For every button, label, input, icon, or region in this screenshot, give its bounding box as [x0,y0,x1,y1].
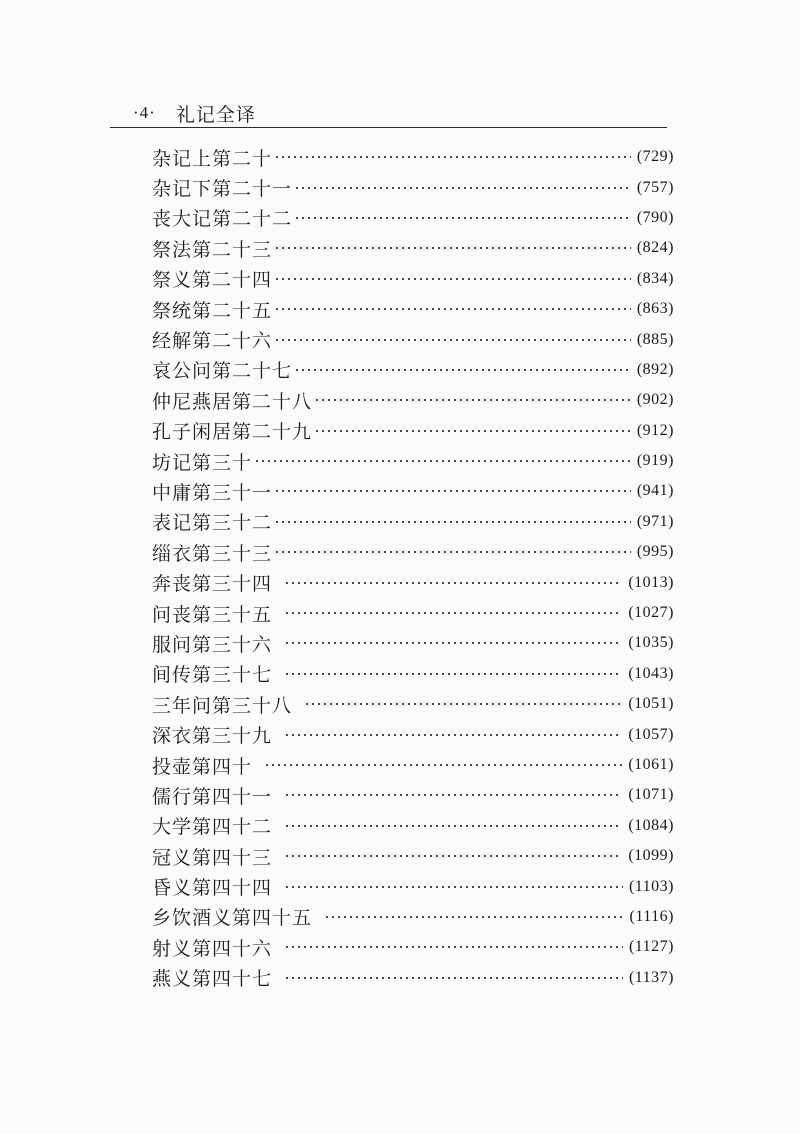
dot-leader [274,153,631,161]
dot-leader [284,609,622,617]
chapter-title: 经解第二十六 [152,330,273,353]
toc-entry [152,264,674,294]
toc-entry [152,780,674,810]
chapter-title: 祭法第二十三 [152,238,273,261]
chapter-title: 祭义第二十四 [152,269,273,292]
page-reference: (834) [636,269,674,287]
toc-entry [152,750,674,780]
page-reference: (912) [636,421,674,439]
dot-leader [304,700,622,708]
chapter-title: 乡饮酒义第四十五 [152,907,313,930]
page-reference: (824) [636,239,674,257]
toc-entry [152,416,674,446]
page-reference: (995) [636,543,674,561]
toc-entry [152,628,674,658]
dot-leader [274,548,631,556]
dot-leader [254,457,631,465]
dot-leader [294,214,631,222]
toc-entry [152,811,674,841]
page-reference: (1035) [628,634,674,652]
toc-entry [152,963,674,993]
chapter-title: 丧大记第二十二 [152,208,293,231]
dot-leader [274,244,631,252]
toc-entry [152,172,674,202]
dot-leader [284,670,622,678]
header-rule [110,127,667,128]
toc-entry [152,476,674,506]
dot-leader [294,184,631,192]
dot-leader [314,396,631,404]
chapter-title: 杂记下第二十一 [152,178,293,201]
toc-entry [152,567,674,597]
dot-leader [284,883,623,891]
dot-leader [284,974,623,982]
page-reference: (757) [636,178,674,196]
toc-entry [152,932,674,962]
chapter-title: 深衣第三十九 [152,725,273,748]
dot-leader [274,336,631,344]
page-reference: (941) [636,482,674,500]
running-header [133,100,256,126]
toc-entry [152,598,674,628]
dot-leader [274,487,631,495]
toc-entry [152,689,674,719]
table-of-contents [152,142,674,993]
page-reference: (1027) [628,604,674,622]
toc-entry [152,233,674,263]
toc-entry [152,507,674,537]
dot-leader [274,518,631,526]
dot-leader [264,761,622,769]
page-reference: (919) [636,452,674,470]
chapter-title: 服问第三十六 [152,633,273,656]
chapter-title: 表记第三十二 [152,512,273,535]
dot-leader [284,579,622,587]
dot-leader [324,913,624,921]
dot-leader [284,731,622,739]
toc-entry [152,203,674,233]
page-reference: (1127) [628,938,674,956]
chapter-title: 大学第四十二 [152,816,273,839]
chapter-title: 哀公问第二十七 [152,360,293,383]
toc-entry [152,719,674,749]
chapter-title: 缁衣第三十三 [152,542,273,565]
page-number: ·4· [133,103,156,122]
dot-leader [274,305,631,313]
page-reference: (1137) [628,968,674,986]
toc-entry [152,537,674,567]
toc-entry [152,142,674,172]
chapter-title: 射义第四十六 [152,937,273,960]
chapter-title: 问丧第三十五 [152,603,273,626]
page-reference: (863) [636,300,674,318]
dot-leader [284,639,622,647]
page-reference: (1084) [628,816,674,834]
toc-entry [152,446,674,476]
chapter-title: 儒行第四十一 [152,785,273,808]
chapter-title: 祭统第二十五 [152,299,273,322]
chapter-title: 孔子闲居第二十九 [152,421,313,444]
page-reference: (885) [636,330,674,348]
toc-entry [152,324,674,354]
page-reference: (729) [636,148,674,166]
page-reference: (1013) [628,573,674,591]
toc-entry [152,841,674,871]
chapter-title: 仲尼燕居第二十八 [152,390,313,413]
page-reference: (1057) [628,725,674,743]
page-reference: (892) [636,360,674,378]
dot-leader [274,275,631,283]
page-reference: (1051) [628,695,674,713]
dot-leader [284,822,622,830]
page-reference: (902) [636,391,674,409]
chapter-title: 奔丧第三十四 [152,573,273,596]
dot-leader [284,943,623,951]
chapter-title: 燕义第四十七 [152,968,273,991]
page-reference: (1099) [628,847,674,865]
toc-entry [152,659,674,689]
chapter-title: 冠义第四十三 [152,846,273,869]
chapter-title: 昏义第四十四 [152,877,273,900]
page-reference: (1103) [628,877,674,895]
page-reference: (1116) [629,907,674,925]
dot-leader [294,366,631,374]
toc-entry [152,902,674,932]
toc-entry [152,385,674,415]
toc-entry [152,294,674,324]
chapter-title: 三年问第三十八 [152,694,293,717]
chapter-title: 杂记上第二十 [152,147,273,170]
page-reference: (1061) [628,756,674,773]
chapter-title: 投壶第四十 [152,755,253,778]
chapter-title: 中庸第三十一 [152,481,273,504]
book-title: 礼记全译 [175,103,256,126]
page-reference: (971) [636,512,674,530]
chapter-title: 间传第三十七 [152,664,273,687]
page-reference: (790) [636,208,674,226]
dot-leader [284,852,622,860]
toc-entry [152,355,674,385]
dot-leader [314,427,631,435]
chapter-title: 坊记第三十 [152,451,253,474]
toc-entry [152,871,674,901]
page-reference: (1043) [628,664,674,682]
page-reference: (1071) [628,786,674,804]
dot-leader [284,791,622,799]
